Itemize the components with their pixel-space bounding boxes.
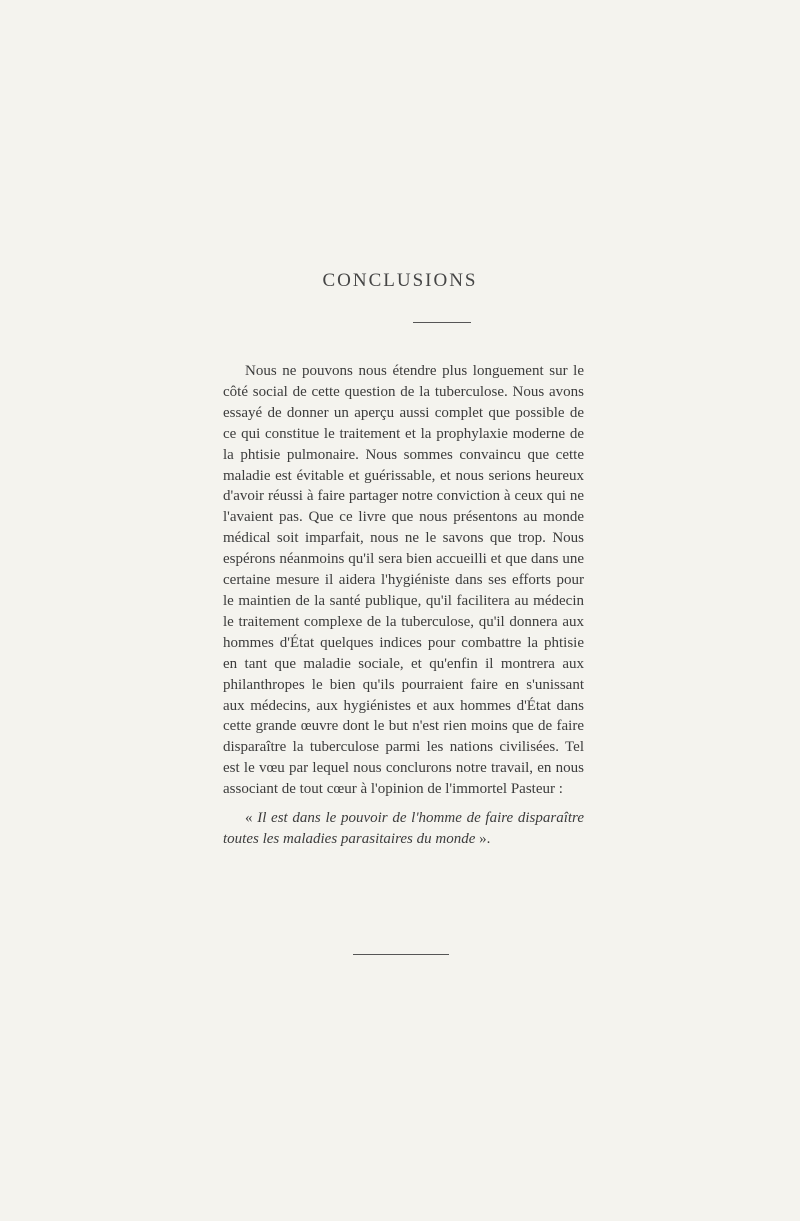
page-title: CONCLUSIONS bbox=[322, 270, 478, 291]
conclusion-paragraph: Nous ne pouvons nous étendre plus longuement sur le côté social de cette question de la tuberculose. Nous avons essayé de donner un aperçu aussi complet que possible de ce qui constitue le traitement et la prophylaxie moderne de la phtisie pulmonaire. Nous sommes convaincu que cette maladie est évitable et guérissable, et nous serions heureux d'avoir réussi à faire partager notre conviction à ceux qui ne l'avaient pas. Que ce livre que nous présentons au monde médical soit imparfait, nous ne le savons que trop. Nous espérons néanmoins qu'il sera bien accueilli et que dans une certaine mesure il aidera l'hygiéniste dans ses efforts pour le maintien de la santé publique, qu'il facilitera au médecin le traitement complexe de la tuberculose, qu'il donnera aux hommes d'État quelques indices pour combattre la phtisie en tant que maladie sociale, et qu'enfin il montrera aux philanthropes le bien qu'ils pourraient faire en s'unissant aux médecins, aux hygiénistes et aux hommes d'État dans cette grande œuvre dont le but n'est rien moins que de faire disparaître la tuberculose parmi les nations civilisées. Tel est le vœu par lequel nous conclurons notre travail, en nous associant de tout cœur à l'opinion de l'immortel Pasteur : bbox=[223, 363, 584, 798]
quote-close-mark: ». bbox=[475, 830, 491, 847]
body-text bbox=[223, 361, 584, 850]
pasteur-quote bbox=[223, 808, 584, 850]
quote-open-mark: « bbox=[245, 810, 258, 827]
end-divider bbox=[353, 954, 449, 955]
quote-text: Il est dans le pouvoir de l'homme de faire disparaître toutes les maladies parasitaires du monde bbox=[223, 810, 585, 847]
title-divider bbox=[413, 322, 471, 323]
